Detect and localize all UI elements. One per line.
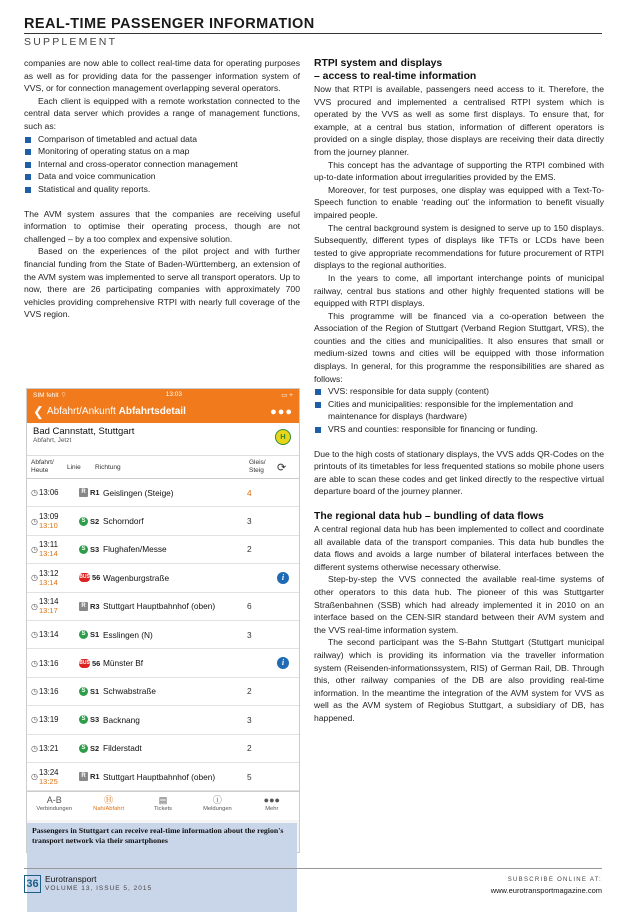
line-number: R3 <box>90 601 100 611</box>
departure-row[interactable] <box>27 536 299 564</box>
tab-label: Meldungen <box>203 806 232 813</box>
list-item: Monitoring of operating status on a map <box>24 145 300 158</box>
tab-icon: A-B <box>46 795 62 806</box>
website-link[interactable]: www.eurotransportmagazine.com <box>490 886 602 895</box>
list-item: Statistical and quality reports. <box>24 183 300 196</box>
tab-verbindungen[interactable] <box>27 792 81 820</box>
line-cell <box>79 517 103 526</box>
clock-icon: ◷ <box>31 516 38 526</box>
line-cell <box>79 630 103 639</box>
departure-time <box>27 630 79 639</box>
line-number: S3 <box>90 544 100 554</box>
departure-time <box>27 569 79 587</box>
col-header-line: Linie <box>67 463 81 471</box>
left-column <box>24 57 300 321</box>
management-functions-list <box>24 133 300 196</box>
section-subtitle: SUPPLEMENT <box>24 36 118 48</box>
col-header-direction: Richtung <box>95 463 121 471</box>
planned-time: 13:21 <box>38 743 59 753</box>
planned-time: 13:12 <box>38 568 59 578</box>
line-cell <box>79 744 103 753</box>
departure-row[interactable] <box>27 735 299 763</box>
list-item: Data and voice communication <box>24 170 300 183</box>
nav-back-label[interactable]: Abfahrt/Ankunft <box>46 406 116 417</box>
station-subtitle: Abfahrt, Jetzt <box>33 437 72 444</box>
paragraph: Moreover, for test purposes, one display was equipped with a Text-To-Speech function to enable ‘reading out’ the information to benefit visually impaired people. <box>314 184 604 220</box>
info-icon[interactable]: i <box>277 572 289 584</box>
col-header-time: Abfahrt/ Heute <box>31 459 54 474</box>
page-header <box>24 16 602 48</box>
track-number: 5 <box>247 771 252 782</box>
magazine-name: Eurotransport <box>45 874 97 884</box>
carrier-label: SIM fehlt ⌔ <box>33 392 67 399</box>
clock-icon: ◷ <box>31 601 38 611</box>
back-chevron-icon[interactable]: ❮ <box>33 403 44 419</box>
clock-icon: ◷ <box>31 658 38 668</box>
paragraph: Now that RTPI is available, passengers need access to it. Therefore, the VVS procured and implemented a centralised RTPI system which is operated by the VVS as well as some first displays. To ensure that, for example, at a central bus station, information of different operators is provided on a single display, those displays are receiving their data directly from the journey planner. <box>314 84 604 157</box>
track-number: 6 <box>247 601 252 612</box>
app-navbar <box>27 400 299 423</box>
line-number: 56 <box>92 658 101 668</box>
line-number: S2 <box>90 516 100 526</box>
transport-mode-icon: S <box>79 545 88 554</box>
direction: Esslingen (N) <box>103 629 153 640</box>
subscribe-label: SUBSCRIBE ONLINE AT: <box>507 877 602 883</box>
issue-info: VOLUME 13, ISSUE 5, 2015 <box>45 885 153 892</box>
transport-mode-icon: S <box>79 517 88 526</box>
line-cell <box>79 545 103 554</box>
paragraph: The AVM system assures that the companies are receiving useful information to optimise their operating process, though are not challenged – by a too complex and expensive solution. <box>24 208 300 244</box>
direction: Schwabstraße <box>103 686 157 697</box>
paragraph: companies are now able to collect real-time data for operating purposes as well as for providing data for the passenger information system of VVS, or for connection management overlapping several operators. <box>24 58 300 94</box>
tab-icon: ▤ <box>158 795 168 806</box>
list-item: Comparison of timetabled and actual data <box>24 133 300 146</box>
planned-time: 13:16 <box>38 658 59 668</box>
direction: Münster Bf <box>103 658 144 669</box>
heading-rtpi-displays: RTPI system and displays – access to real-time information <box>314 58 477 82</box>
bottom-tab-bar <box>27 791 299 820</box>
clock-icon: ◷ <box>31 573 38 583</box>
departure-time <box>27 659 79 668</box>
direction: Backnang <box>103 714 140 725</box>
page-number: 36 <box>24 875 41 893</box>
transport-mode-icon: R <box>79 488 88 497</box>
refresh-icon[interactable]: ⟳ <box>277 461 287 474</box>
planned-time: 13:16 <box>38 686 59 696</box>
info-cell <box>277 657 299 669</box>
departure-time <box>27 512 79 530</box>
battery-icon: ▭ + <box>281 391 293 399</box>
header-divider <box>24 33 602 34</box>
list-item: Cities and municipalities: responsible for the implementation and maintenance for displays (hardware) <box>314 398 604 423</box>
figure-caption: Passengers in Stuttgart can receive real-time information about the region's transport network via their smartphones <box>27 823 297 912</box>
departure-time <box>27 687 79 696</box>
transport-mode-icon: BUS <box>79 574 90 581</box>
direction: Filderstadt <box>103 743 142 754</box>
departure-row[interactable] <box>27 763 299 791</box>
tab-meldungen[interactable] <box>190 792 244 820</box>
line-number: R1 <box>90 772 100 782</box>
line-cell <box>79 488 103 497</box>
heading-data-hub: The regional data hub – bundling of data flows <box>314 511 544 522</box>
direction: Schorndorf <box>103 516 144 527</box>
paragraph: This programme will be financed via a co-operation between the Association of the Region of Stuttgart (Verband Region Stuttgart, VRS), the counties and the cities and municipalities. It also ensures that small or medium-sized towns and cities will be equipped with those information displays. In general, for this programme the responsibilities are shared as follows: <box>314 310 604 384</box>
departure-time <box>27 597 79 615</box>
line-number: S3 <box>90 715 100 725</box>
clock-icon: ◷ <box>31 715 38 725</box>
line-cell <box>79 659 103 668</box>
paragraph: Based on the experiences of the pilot project and with further financial funding from the State of Baden-Württemberg, an extension of the AVM system was implemented to serve all transport operators. Up to now, there are 26 participating companies with approximately 700 vehicles providing comprehensive RTPI with nearly full coverage of the VVS region. <box>24 246 300 320</box>
line-cell <box>79 602 103 611</box>
transport-mode-icon: S <box>79 744 88 753</box>
track-number: 2 <box>247 743 252 754</box>
line-cell <box>79 772 103 781</box>
departures-table-header <box>27 456 299 479</box>
clock-icon: ◷ <box>31 488 38 498</box>
direction: Stuttgart Hauptbahnhof (oben) <box>103 601 216 612</box>
clock-icon: ◷ <box>31 772 38 782</box>
departure-row[interactable] <box>27 678 299 706</box>
paragraph: The second participant was the S-Bahn Stuttgart (Stuttgart municipal railway) which is providing its information via the traveller information system (Reisenden-informationssystem, RIS) of German Rail, DB. Through this, other railway companies of the DB are also providing real-time information. In the meantime the integration of the AVM system for VVS as well as the AVM system of Regiobus Stuttgart, a subsidiary of DB, has happened. <box>314 637 604 723</box>
realtime-time: 13:10 <box>38 521 58 531</box>
tab-label: Verbindungen <box>36 806 73 813</box>
line-cell <box>79 715 103 724</box>
track-number: 3 <box>247 629 252 640</box>
departure-row[interactable] <box>27 649 299 677</box>
list-item: VRS and counties: responsible for financing or funding. <box>314 423 604 436</box>
tab-icon: ●●● <box>263 795 280 806</box>
line-cell <box>79 687 103 696</box>
responsibilities-list <box>314 385 604 435</box>
page-footer <box>24 868 602 899</box>
departure-row[interactable] <box>27 593 299 621</box>
departure-row[interactable] <box>27 479 299 507</box>
clock-icon: ◷ <box>31 686 38 696</box>
planned-time: 13:14 <box>38 630 59 640</box>
list-item: Internal and cross-operator connection management <box>24 158 300 171</box>
tab-label: Nah/Abfahrt <box>93 806 125 813</box>
departure-time <box>27 768 79 786</box>
departure-time <box>27 540 79 558</box>
tab-tickets[interactable] <box>136 792 190 820</box>
line-number: R1 <box>90 488 100 498</box>
line-number: S1 <box>90 630 100 640</box>
list-item: VVS: responsible for data supply (content) <box>314 385 604 398</box>
tab-mehr[interactable] <box>245 792 299 820</box>
paragraph: This concept has the advantage of supporting the RTPI combined with up-to-date information about irregularities provided by the EMS. <box>314 159 604 183</box>
departure-row[interactable] <box>27 621 299 649</box>
track-number: 3 <box>247 714 252 725</box>
more-menu-icon[interactable]: ●●● <box>270 405 293 418</box>
planned-time: 13:06 <box>38 488 59 498</box>
departure-time <box>27 488 79 497</box>
direction: Geislingen (Steige) <box>103 487 174 498</box>
paragraph: Step-by-step the VVS connected the available real-time systems of other operators to this data hub. The pioneer of this was Stuttgarter Straßenbahnen (SSB) which had already implemented it in 2010 on an interface based on the CEN-SIR standard between their AVM system and the VVS real-time information system. <box>314 574 604 635</box>
nav-title <box>47 406 270 417</box>
planned-time: 13:19 <box>38 715 59 725</box>
station-name: Bad Cannstatt, Stuttgart <box>33 426 135 437</box>
tab-icon: ⓘ <box>212 795 222 806</box>
clock-icon: ◷ <box>31 544 38 554</box>
tab-nah-abfahrt[interactable] <box>81 792 135 820</box>
departures-list <box>27 479 299 791</box>
planned-time: 13:24 <box>38 767 59 777</box>
line-number: S1 <box>90 686 100 696</box>
info-cell <box>277 572 299 584</box>
departure-time <box>27 744 79 753</box>
direction: Stuttgart Hauptbahnhof (oben) <box>103 771 216 782</box>
departure-time <box>27 715 79 724</box>
section-title: REAL-TIME PASSENGER INFORMATION <box>24 16 315 32</box>
direction: Flughafen/Messe <box>103 544 167 555</box>
clock-icon: ◷ <box>31 630 38 640</box>
departure-row[interactable] <box>27 564 299 592</box>
transport-mode-icon: S <box>79 687 88 696</box>
paragraph: A central regional data hub has been implemented to collect and coordinate all available data of the transport companies. This data hub bundles the data flows and avoids a large number of bilateral interfaces between the different systems otherwise necessary otherwise. <box>314 524 604 572</box>
paragraph: In the years to come, all important interchange points of municipal railway, central bus stations and other highly frequented stations will be equipped with RTPI displays. <box>314 272 604 309</box>
tab-label: Tickets <box>153 806 173 813</box>
col-header-track: Gleis/ Steig <box>249 459 266 474</box>
departure-row[interactable] <box>27 507 299 535</box>
realtime-time: 13:14 <box>38 549 58 559</box>
departure-row[interactable] <box>27 706 299 734</box>
transport-mode-icon: R <box>79 602 88 611</box>
track-number: 2 <box>247 686 252 697</box>
screen-title: Abfahrtsdetail <box>118 406 186 417</box>
direction: Wagenburgstraße <box>103 572 170 583</box>
paragraph: The central background system is designed to serve up to 150 displays. Subsequently, different types of displays like TFTs or LCDs have been tested to give appropriate recommendations for future procurement of RTPI displays to the regional authorities. <box>314 222 604 271</box>
smartphone-screenshot <box>26 388 300 853</box>
clock-label: 13:03 <box>165 391 183 398</box>
clock-icon: ◷ <box>31 743 38 753</box>
transport-mode-icon: BUS <box>79 659 90 666</box>
tab-icon: Ⓗ <box>104 795 114 806</box>
planned-time: 13:11 <box>38 540 58 550</box>
paragraph: Due to the high costs of stationary displays, the VVS adds QR-Codes on the printouts of its timetables for less frequented stations so mobile phone users are able to scan these codes and get linked directly to the respective virtual departure board of the journey planner. <box>314 448 604 497</box>
planned-time: 13:14 <box>38 597 59 607</box>
realtime-time: 13:14 <box>38 577 58 587</box>
line-cell <box>79 573 103 582</box>
transport-mode-icon: R <box>79 772 88 781</box>
track-number: 2 <box>247 544 252 555</box>
station-header <box>27 423 299 456</box>
transport-mode-icon: S <box>79 715 88 724</box>
planned-time: 13:09 <box>38 512 59 522</box>
realtime-time: 13:17 <box>38 606 58 616</box>
track-number: 3 <box>247 516 252 527</box>
paragraph: Each client is equipped with a remote workstation connected to the central data server which provides a range of management functions, such as: <box>24 95 300 131</box>
line-number: S2 <box>90 743 100 753</box>
line-number: 56 <box>92 573 101 583</box>
info-icon[interactable]: i <box>277 657 289 669</box>
right-column <box>314 57 604 725</box>
stop-h-icon[interactable]: H <box>275 429 291 445</box>
transport-mode-icon: S <box>79 630 88 639</box>
track-number: 4 <box>247 487 252 498</box>
tab-label: Mehr <box>265 806 279 813</box>
status-bar <box>27 389 299 400</box>
realtime-time: 13:25 <box>38 776 58 786</box>
